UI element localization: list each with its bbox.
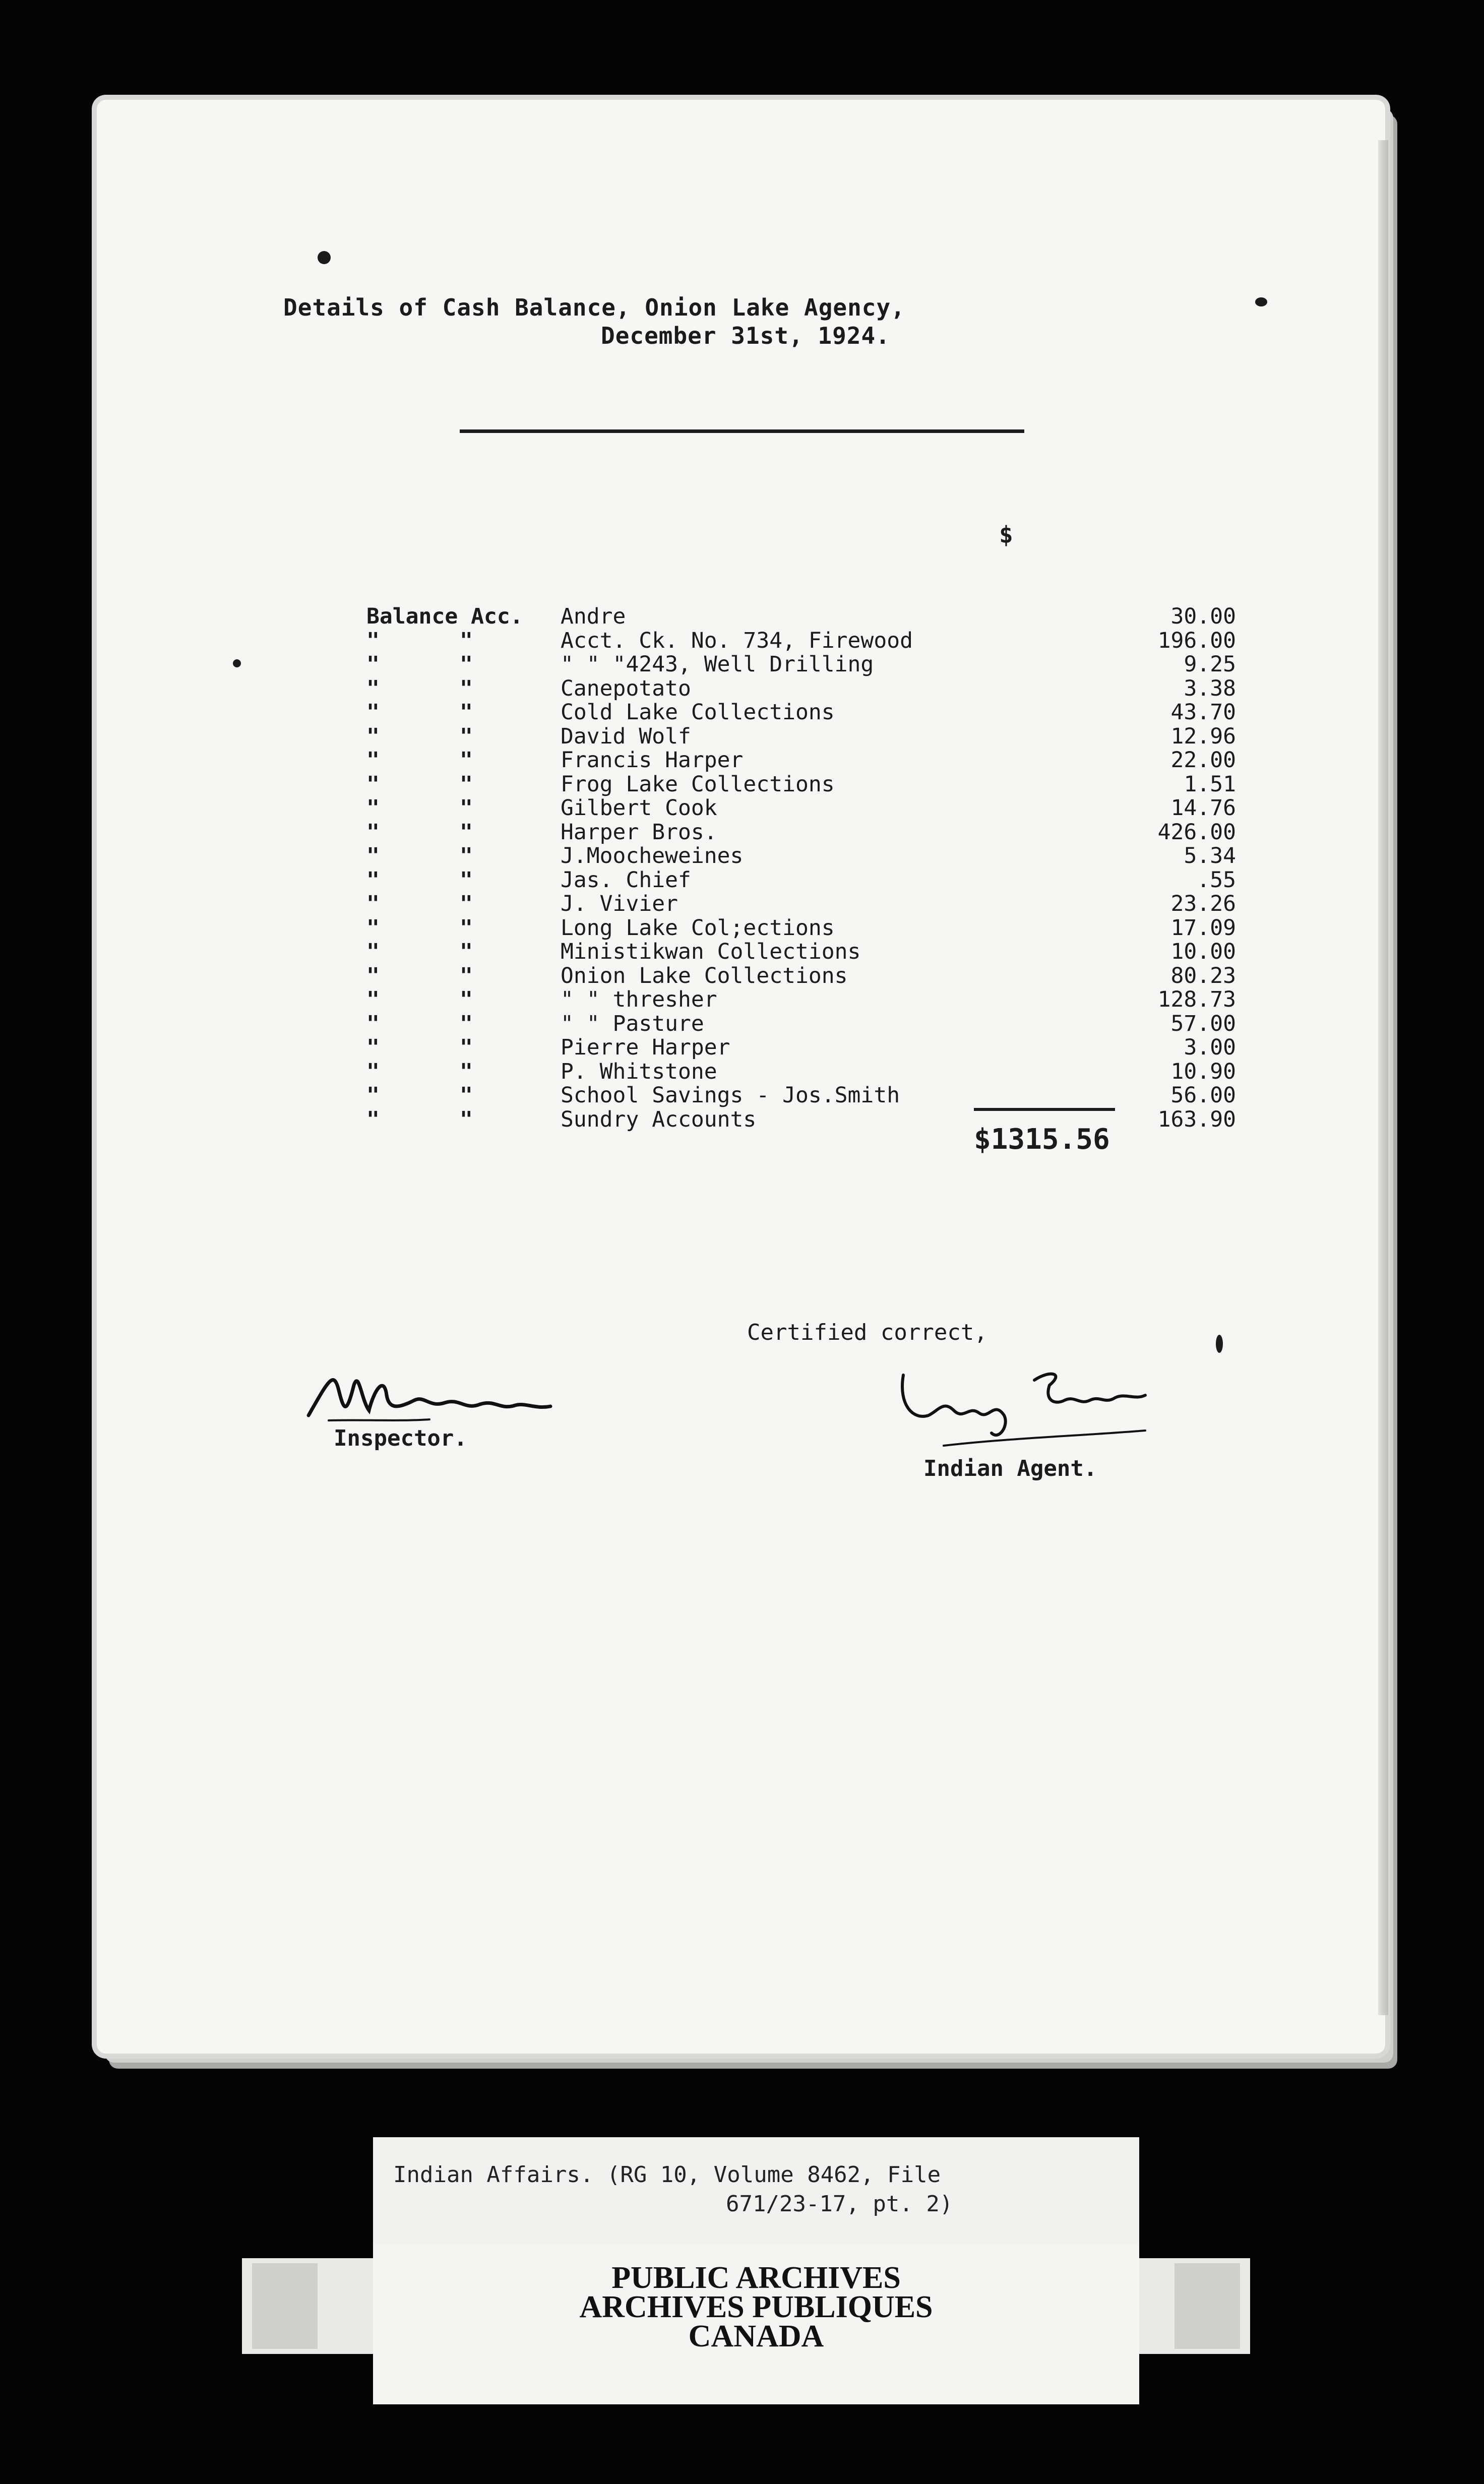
inspector-label: Inspector. [334, 1425, 467, 1451]
row-label: " [366, 819, 380, 845]
row-description: Long Lake Col;ections [561, 915, 835, 941]
reference-card [373, 2137, 1139, 2253]
row-label: " [366, 1106, 380, 1132]
certified-text: Certified correct, [747, 1320, 987, 1345]
agent-signature [883, 1345, 1155, 1451]
ditto-mark: " [460, 723, 473, 749]
row-amount: 80.23 [1170, 963, 1236, 988]
row-description: Onion Lake Collections [561, 963, 848, 988]
row-description: Pierre Harper [561, 1035, 730, 1060]
row-label: " [366, 795, 380, 821]
ditto-mark: " [460, 1083, 473, 1108]
row-description: J. Vivier [561, 891, 678, 916]
row-description: David Wolf [561, 723, 691, 749]
ditto-mark: " [460, 891, 473, 916]
document-title [283, 293, 1039, 350]
stamp-line-3: CANADA [688, 2319, 824, 2353]
row-amount: 9.25 [1184, 652, 1236, 677]
ditto-mark: " [460, 843, 473, 868]
row-label: " [366, 652, 380, 677]
row-amount: 14.76 [1170, 795, 1236, 821]
stamp-bar-left-end [252, 2263, 318, 2349]
stamp-line-2: ARCHIVES PUBLIQUES [579, 2290, 933, 2324]
row-amount: 128.73 [1157, 987, 1236, 1012]
ditto-mark: " [460, 1035, 473, 1060]
row-label: Balance Acc. [366, 604, 523, 629]
row-label: " [366, 1011, 380, 1036]
ditto-mark: " [460, 963, 473, 988]
row-description: " " Pasture [561, 1011, 704, 1036]
row-description: J.Moocheweines [561, 843, 744, 868]
ditto-mark: " [460, 1059, 473, 1084]
row-label: " [366, 675, 380, 701]
row-label: " [366, 1083, 380, 1108]
row-amount: .55 [1197, 867, 1236, 893]
inspector-signature [298, 1360, 561, 1436]
row-amount: 5.34 [1184, 843, 1236, 868]
total-rule [974, 1108, 1115, 1111]
ditto-mark: " [460, 819, 473, 845]
archive-stamp [373, 2243, 1139, 2404]
row-label: " [366, 1059, 380, 1084]
row-label: " [366, 771, 380, 797]
ditto-mark: " [460, 628, 473, 653]
row-amount: 22.00 [1170, 748, 1236, 773]
ink-speck [1216, 1335, 1223, 1353]
row-amount: 10.00 [1170, 939, 1236, 964]
row-label: " [366, 891, 380, 916]
row-description: School Savings - Jos.Smith [561, 1083, 900, 1108]
ditto-mark: " [460, 867, 473, 893]
ditto-mark: " [460, 771, 473, 797]
row-description: Gilbert Cook [561, 795, 717, 821]
ditto-mark: " [460, 700, 473, 725]
ditto-mark: " [460, 987, 473, 1012]
row-amount: 426.00 [1157, 819, 1236, 845]
row-description: Sundry Accounts [561, 1106, 757, 1132]
ink-speck [1255, 297, 1267, 306]
row-amount: 56.00 [1170, 1083, 1236, 1108]
row-amount: 30.00 [1170, 604, 1236, 629]
ditto-mark: " [460, 915, 473, 941]
stamp-bar-right-end [1174, 2263, 1240, 2349]
row-description: P. Whitstone [561, 1059, 717, 1084]
ditto-mark: " [460, 748, 473, 773]
row-amount: 3.38 [1184, 675, 1236, 701]
row-label: " [366, 723, 380, 749]
row-amount: 17.09 [1170, 915, 1236, 941]
ditto-mark: " [460, 1011, 473, 1036]
row-amount: 43.70 [1170, 700, 1236, 725]
row-label: " [366, 748, 380, 773]
row-description: Andre [561, 604, 626, 629]
total-amount: $1315.56 [974, 1123, 1110, 1156]
title-underline [460, 429, 1024, 433]
title-line-1: Details of Cash Balance, Onion Lake Agency, [283, 294, 905, 321]
row-description: Francis Harper [561, 748, 744, 773]
row-description: Jas. Chief [561, 867, 691, 893]
row-amount: 12.96 [1170, 723, 1236, 749]
row-description: Harper Bros. [561, 819, 717, 845]
row-amount: 23.26 [1170, 891, 1236, 916]
row-description: " " "4243, Well Drilling [561, 652, 874, 677]
stamp-line-1: PUBLIC ARCHIVES [611, 2261, 901, 2295]
row-description: Canepotato [561, 675, 691, 701]
reference-line-2: 671/23-17, pt. 2) [726, 2191, 953, 2217]
row-amount: 163.90 [1157, 1106, 1236, 1132]
row-description: Frog Lake Collections [561, 771, 835, 797]
row-label: " [366, 867, 380, 893]
row-description: Acct. Ck. No. 734, Firewood [561, 628, 913, 653]
row-description: Cold Lake Collections [561, 700, 835, 725]
title-line-2: December 31st, 1924. [601, 322, 890, 349]
ink-speck [318, 251, 331, 264]
row-amount: 196.00 [1157, 628, 1236, 653]
page-edge-shadow [1378, 140, 1388, 2015]
ditto-mark: " [460, 939, 473, 964]
row-label: " [366, 843, 380, 868]
ditto-mark: " [460, 795, 473, 821]
ditto-mark: " [460, 675, 473, 701]
row-label: " [366, 628, 380, 653]
reference-line-1: Indian Affairs. (RG 10, Volume 8462, File [393, 2162, 941, 2188]
row-amount: 3.00 [1184, 1035, 1236, 1060]
agent-label: Indian Agent. [923, 1456, 1097, 1481]
row-description: Ministikwan Collections [561, 939, 861, 964]
document-page [97, 100, 1385, 2054]
ditto-mark: " [460, 652, 473, 677]
ditto-mark: " [460, 1106, 473, 1132]
row-amount: 10.90 [1170, 1059, 1236, 1084]
row-label: " [366, 700, 380, 725]
row-label: " [366, 939, 380, 964]
currency-symbol: $ [999, 521, 1013, 548]
row-label: " [366, 915, 380, 941]
row-amount: 57.00 [1170, 1011, 1236, 1036]
row-amount: 1.51 [1184, 771, 1236, 797]
row-description: " " thresher [561, 987, 717, 1012]
row-label: " [366, 987, 380, 1012]
row-label: " [366, 1035, 380, 1060]
row-label: " [366, 963, 380, 988]
ink-speck [233, 659, 241, 667]
